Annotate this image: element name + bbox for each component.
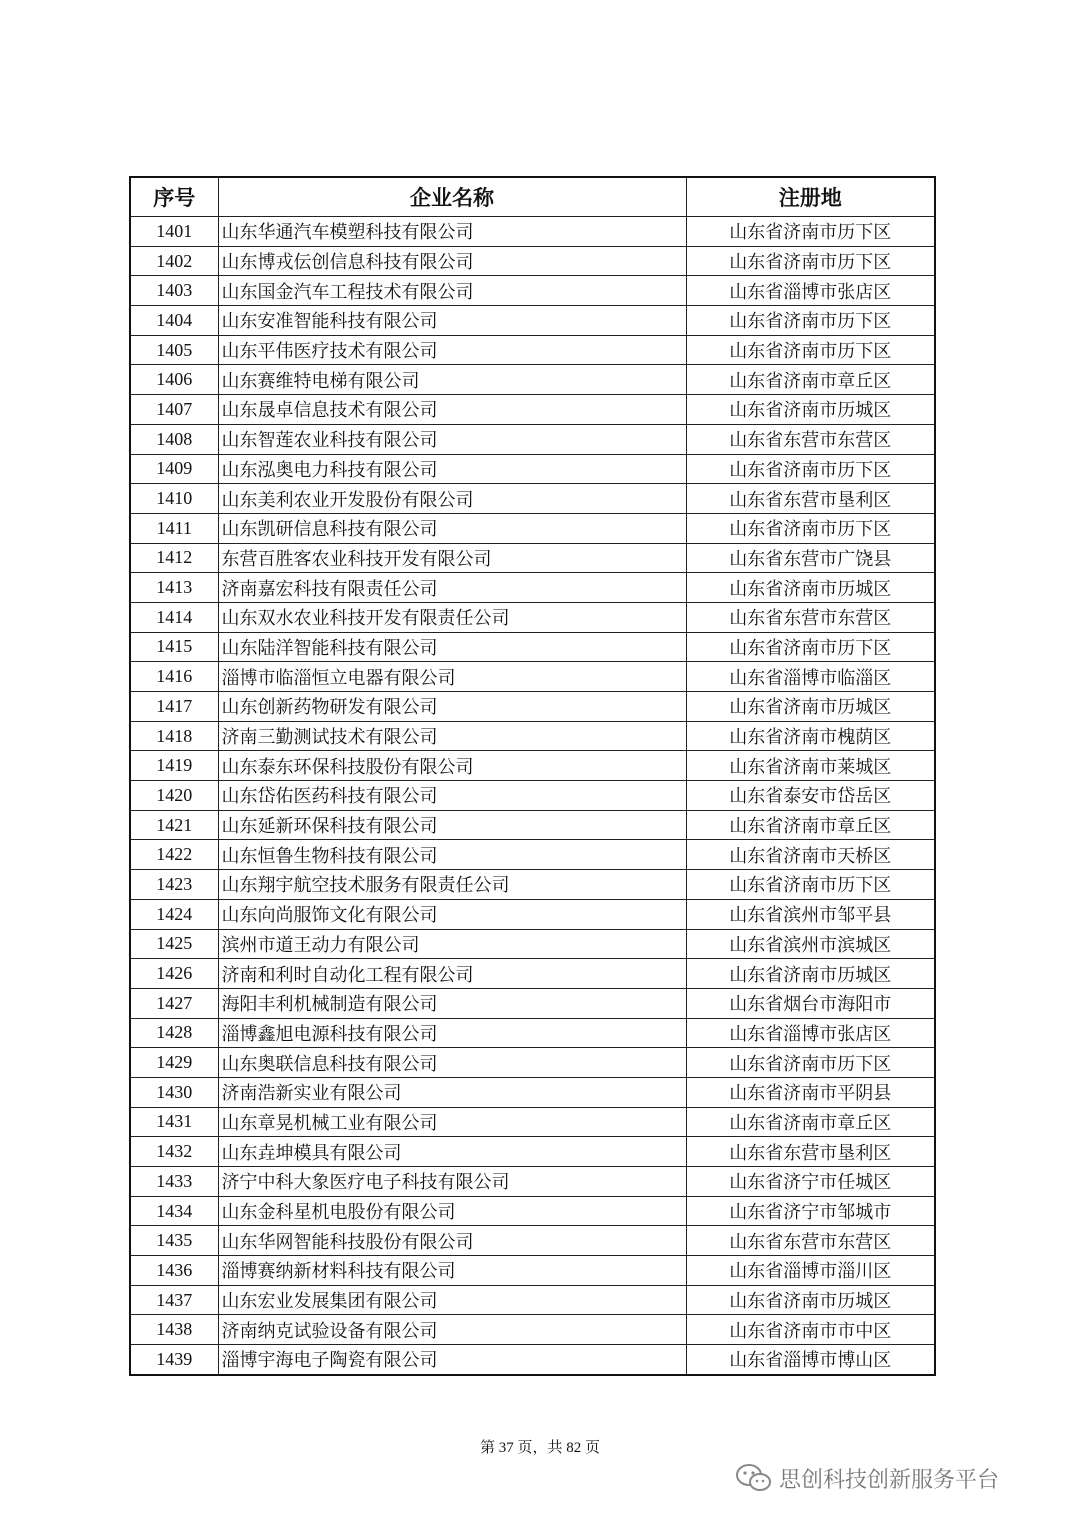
row-registered-place: 山东省济南市历下区 bbox=[686, 217, 935, 247]
row-index: 1417 bbox=[130, 692, 218, 722]
row-index: 1424 bbox=[130, 899, 218, 929]
row-company-name: 山东章晃机械工业有限公司 bbox=[218, 1107, 686, 1137]
enterprise-table bbox=[129, 176, 936, 1376]
row-index: 1409 bbox=[130, 454, 218, 484]
row-company-name: 山东平伟医疗技术有限公司 bbox=[218, 335, 686, 365]
table-row bbox=[130, 602, 935, 632]
table-row bbox=[130, 692, 935, 722]
row-registered-place: 山东省济南市历城区 bbox=[686, 1285, 935, 1315]
table-row bbox=[130, 276, 935, 306]
row-index: 1433 bbox=[130, 1167, 218, 1197]
table-row bbox=[130, 781, 935, 811]
row-company-name: 东营百胜客农业科技开发有限公司 bbox=[218, 543, 686, 573]
table-row bbox=[130, 454, 935, 484]
row-registered-place: 山东省东营市东营区 bbox=[686, 1226, 935, 1256]
row-index: 1421 bbox=[130, 810, 218, 840]
row-company-name: 山东国金汽车工程技术有限公司 bbox=[218, 276, 686, 306]
row-company-name: 山东华网智能科技股份有限公司 bbox=[218, 1226, 686, 1256]
row-index: 1419 bbox=[130, 751, 218, 781]
table-row bbox=[130, 543, 935, 573]
row-index: 1422 bbox=[130, 840, 218, 870]
watermark bbox=[735, 1458, 999, 1498]
table-row bbox=[130, 1315, 935, 1345]
row-registered-place: 山东省济南市历下区 bbox=[686, 1048, 935, 1078]
table-row bbox=[130, 246, 935, 276]
row-company-name: 山东垚坤模具有限公司 bbox=[218, 1137, 686, 1167]
row-registered-place: 山东省济南市历城区 bbox=[686, 692, 935, 722]
row-index: 1426 bbox=[130, 959, 218, 989]
row-company-name: 山东翔宇航空技术服务有限责任公司 bbox=[218, 870, 686, 900]
row-registered-place: 山东省东营市东营区 bbox=[686, 424, 935, 454]
row-index: 1430 bbox=[130, 1077, 218, 1107]
table-row bbox=[130, 484, 935, 514]
row-company-name: 淄博宇海电子陶瓷有限公司 bbox=[218, 1345, 686, 1375]
row-registered-place: 山东省东营市广饶县 bbox=[686, 543, 935, 573]
row-registered-place: 山东省济南市平阴县 bbox=[686, 1077, 935, 1107]
row-company-name: 山东金科星机电股份有限公司 bbox=[218, 1196, 686, 1226]
row-company-name: 滨州市道王动力有限公司 bbox=[218, 929, 686, 959]
row-index: 1412 bbox=[130, 543, 218, 573]
watermark-text: 思创科技创新服务平台 bbox=[779, 1467, 1000, 1493]
table-row bbox=[130, 1018, 935, 1048]
table-row bbox=[130, 1345, 935, 1375]
row-index: 1438 bbox=[130, 1315, 218, 1345]
row-company-name: 山东安准智能科技有限公司 bbox=[218, 306, 686, 336]
row-index: 1411 bbox=[130, 513, 218, 543]
table-row bbox=[130, 573, 935, 603]
row-registered-place: 山东省东营市垦利区 bbox=[686, 484, 935, 514]
row-index: 1407 bbox=[130, 395, 218, 425]
row-index: 1418 bbox=[130, 721, 218, 751]
row-index: 1415 bbox=[130, 632, 218, 662]
table-row bbox=[130, 1107, 935, 1137]
table-row bbox=[130, 1167, 935, 1197]
row-index: 1425 bbox=[130, 929, 218, 959]
row-registered-place: 山东省淄博市淄川区 bbox=[686, 1256, 935, 1286]
table-row bbox=[130, 721, 935, 751]
row-registered-place: 山东省东营市垦利区 bbox=[686, 1137, 935, 1167]
row-registered-place: 山东省济南市章丘区 bbox=[686, 810, 935, 840]
row-index: 1437 bbox=[130, 1285, 218, 1315]
row-registered-place: 山东省济南市历下区 bbox=[686, 870, 935, 900]
row-company-name: 山东美利农业开发股份有限公司 bbox=[218, 484, 686, 514]
row-registered-place: 山东省济南市莱城区 bbox=[686, 751, 935, 781]
row-company-name: 山东岱佑医药科技有限公司 bbox=[218, 781, 686, 811]
row-registered-place: 山东省济南市章丘区 bbox=[686, 1107, 935, 1137]
row-index: 1410 bbox=[130, 484, 218, 514]
row-company-name: 山东博戎伝创信息科技有限公司 bbox=[218, 246, 686, 276]
row-registered-place: 山东省烟台市海阳市 bbox=[686, 988, 935, 1018]
row-company-name: 山东恒鲁生物科技有限公司 bbox=[218, 840, 686, 870]
table-row bbox=[130, 810, 935, 840]
row-company-name: 山东双水农业科技开发有限责任公司 bbox=[218, 602, 686, 632]
row-index: 1403 bbox=[130, 276, 218, 306]
row-index: 1435 bbox=[130, 1226, 218, 1256]
row-index: 1416 bbox=[130, 662, 218, 692]
table-row bbox=[130, 513, 935, 543]
row-registered-place: 山东省济宁市任城区 bbox=[686, 1167, 935, 1197]
table-row bbox=[130, 365, 935, 395]
table-row bbox=[130, 217, 935, 247]
row-index: 1436 bbox=[130, 1256, 218, 1286]
row-company-name: 山东创新药物研发有限公司 bbox=[218, 692, 686, 722]
row-registered-place: 山东省济南市历下区 bbox=[686, 246, 935, 276]
row-index: 1431 bbox=[130, 1107, 218, 1137]
row-company-name: 济宁中科大象医疗电子科技有限公司 bbox=[218, 1167, 686, 1197]
row-company-name: 济南嘉宏科技有限责任公司 bbox=[218, 573, 686, 603]
row-registered-place: 山东省滨州市邹平县 bbox=[686, 899, 935, 929]
row-company-name: 济南纳克试验设备有限公司 bbox=[218, 1315, 686, 1345]
row-company-name: 山东泓奥电力科技有限公司 bbox=[218, 454, 686, 484]
row-registered-place: 山东省济南市天桥区 bbox=[686, 840, 935, 870]
table-row bbox=[130, 1285, 935, 1315]
row-registered-place: 山东省济南市章丘区 bbox=[686, 365, 935, 395]
row-company-name: 山东赛维特电梯有限公司 bbox=[218, 365, 686, 395]
row-registered-place: 山东省济南市历城区 bbox=[686, 573, 935, 603]
table-row bbox=[130, 424, 935, 454]
row-index: 1414 bbox=[130, 602, 218, 632]
row-index: 1432 bbox=[130, 1137, 218, 1167]
enterprise-table-container bbox=[129, 176, 934, 1376]
row-registered-place: 山东省淄博市博山区 bbox=[686, 1345, 935, 1375]
row-registered-place: 山东省济南市历下区 bbox=[686, 632, 935, 662]
row-index: 1404 bbox=[130, 306, 218, 336]
table-row bbox=[130, 335, 935, 365]
row-index: 1439 bbox=[130, 1345, 218, 1375]
row-company-name: 山东奥联信息科技有限公司 bbox=[218, 1048, 686, 1078]
row-company-name: 山东宏业发展集团有限公司 bbox=[218, 1285, 686, 1315]
row-registered-place: 山东省泰安市岱岳区 bbox=[686, 781, 935, 811]
row-company-name: 济南浩新实业有限公司 bbox=[218, 1077, 686, 1107]
row-registered-place: 山东省济南市历下区 bbox=[686, 454, 935, 484]
header-company-name: 企业名称 bbox=[218, 177, 686, 217]
row-index: 1429 bbox=[130, 1048, 218, 1078]
table-row bbox=[130, 840, 935, 870]
page-number-footer: 第 37 页，共 82 页 bbox=[479, 1440, 600, 1456]
row-company-name: 山东延新环保科技有限公司 bbox=[218, 810, 686, 840]
table-row bbox=[130, 1137, 935, 1167]
row-index: 1413 bbox=[130, 573, 218, 603]
table-body bbox=[130, 217, 935, 1375]
row-index: 1428 bbox=[130, 1018, 218, 1048]
row-index: 1406 bbox=[130, 365, 218, 395]
table-row bbox=[130, 1196, 935, 1226]
row-registered-place: 山东省济南市市中区 bbox=[686, 1315, 935, 1345]
row-company-name: 济南和利时自动化工程有限公司 bbox=[218, 959, 686, 989]
table-row bbox=[130, 662, 935, 692]
row-index: 1402 bbox=[130, 246, 218, 276]
row-index: 1423 bbox=[130, 870, 218, 900]
row-company-name: 山东华通汽车模塑科技有限公司 bbox=[218, 217, 686, 247]
row-registered-place: 山东省济南市历城区 bbox=[686, 395, 935, 425]
row-registered-place: 山东省淄博市临淄区 bbox=[686, 662, 935, 692]
table-row bbox=[130, 1256, 935, 1286]
header-registered-place: 注册地 bbox=[686, 177, 935, 217]
row-index: 1420 bbox=[130, 781, 218, 811]
table-row bbox=[130, 959, 935, 989]
table-row bbox=[130, 751, 935, 781]
table-header-row bbox=[130, 177, 935, 217]
row-index: 1401 bbox=[130, 217, 218, 247]
wechat-icon bbox=[735, 1463, 773, 1493]
table-row bbox=[130, 929, 935, 959]
row-registered-place: 山东省济南市槐荫区 bbox=[686, 721, 935, 751]
row-company-name: 山东智莲农业科技有限公司 bbox=[218, 424, 686, 454]
table-row bbox=[130, 1077, 935, 1107]
row-registered-place: 山东省东营市东营区 bbox=[686, 602, 935, 632]
row-company-name: 淄博赛纳新材料科技有限公司 bbox=[218, 1256, 686, 1286]
table-row bbox=[130, 395, 935, 425]
row-company-name: 山东泰东环保科技股份有限公司 bbox=[218, 751, 686, 781]
row-index: 1434 bbox=[130, 1196, 218, 1226]
row-company-name: 山东晟卓信息技术有限公司 bbox=[218, 395, 686, 425]
table-row bbox=[130, 988, 935, 1018]
table-row bbox=[130, 632, 935, 662]
row-index: 1405 bbox=[130, 335, 218, 365]
table-row bbox=[130, 306, 935, 336]
row-company-name: 济南三勤测试技术有限公司 bbox=[218, 721, 686, 751]
row-company-name: 山东向尚服饰文化有限公司 bbox=[218, 899, 686, 929]
row-company-name: 淄博市临淄恒立电器有限公司 bbox=[218, 662, 686, 692]
table-row bbox=[130, 1226, 935, 1256]
row-registered-place: 山东省济南市历下区 bbox=[686, 335, 935, 365]
row-company-name: 淄博鑫旭电源科技有限公司 bbox=[218, 1018, 686, 1048]
table-row bbox=[130, 899, 935, 929]
row-company-name: 山东陆洋智能科技有限公司 bbox=[218, 632, 686, 662]
row-registered-place: 山东省济南市历城区 bbox=[686, 959, 935, 989]
row-index: 1427 bbox=[130, 988, 218, 1018]
row-registered-place: 山东省济南市历下区 bbox=[686, 306, 935, 336]
row-company-name: 山东凯研信息科技有限公司 bbox=[218, 513, 686, 543]
row-company-name: 海阳丰利机械制造有限公司 bbox=[218, 988, 686, 1018]
table-row bbox=[130, 1048, 935, 1078]
header-index: 序号 bbox=[130, 177, 218, 217]
row-registered-place: 山东省滨州市滨城区 bbox=[686, 929, 935, 959]
row-registered-place: 山东省济宁市邹城市 bbox=[686, 1196, 935, 1226]
row-registered-place: 山东省淄博市张店区 bbox=[686, 1018, 935, 1048]
row-registered-place: 山东省淄博市张店区 bbox=[686, 276, 935, 306]
row-index: 1408 bbox=[130, 424, 218, 454]
row-registered-place: 山东省济南市历下区 bbox=[686, 513, 935, 543]
table-row bbox=[130, 870, 935, 900]
